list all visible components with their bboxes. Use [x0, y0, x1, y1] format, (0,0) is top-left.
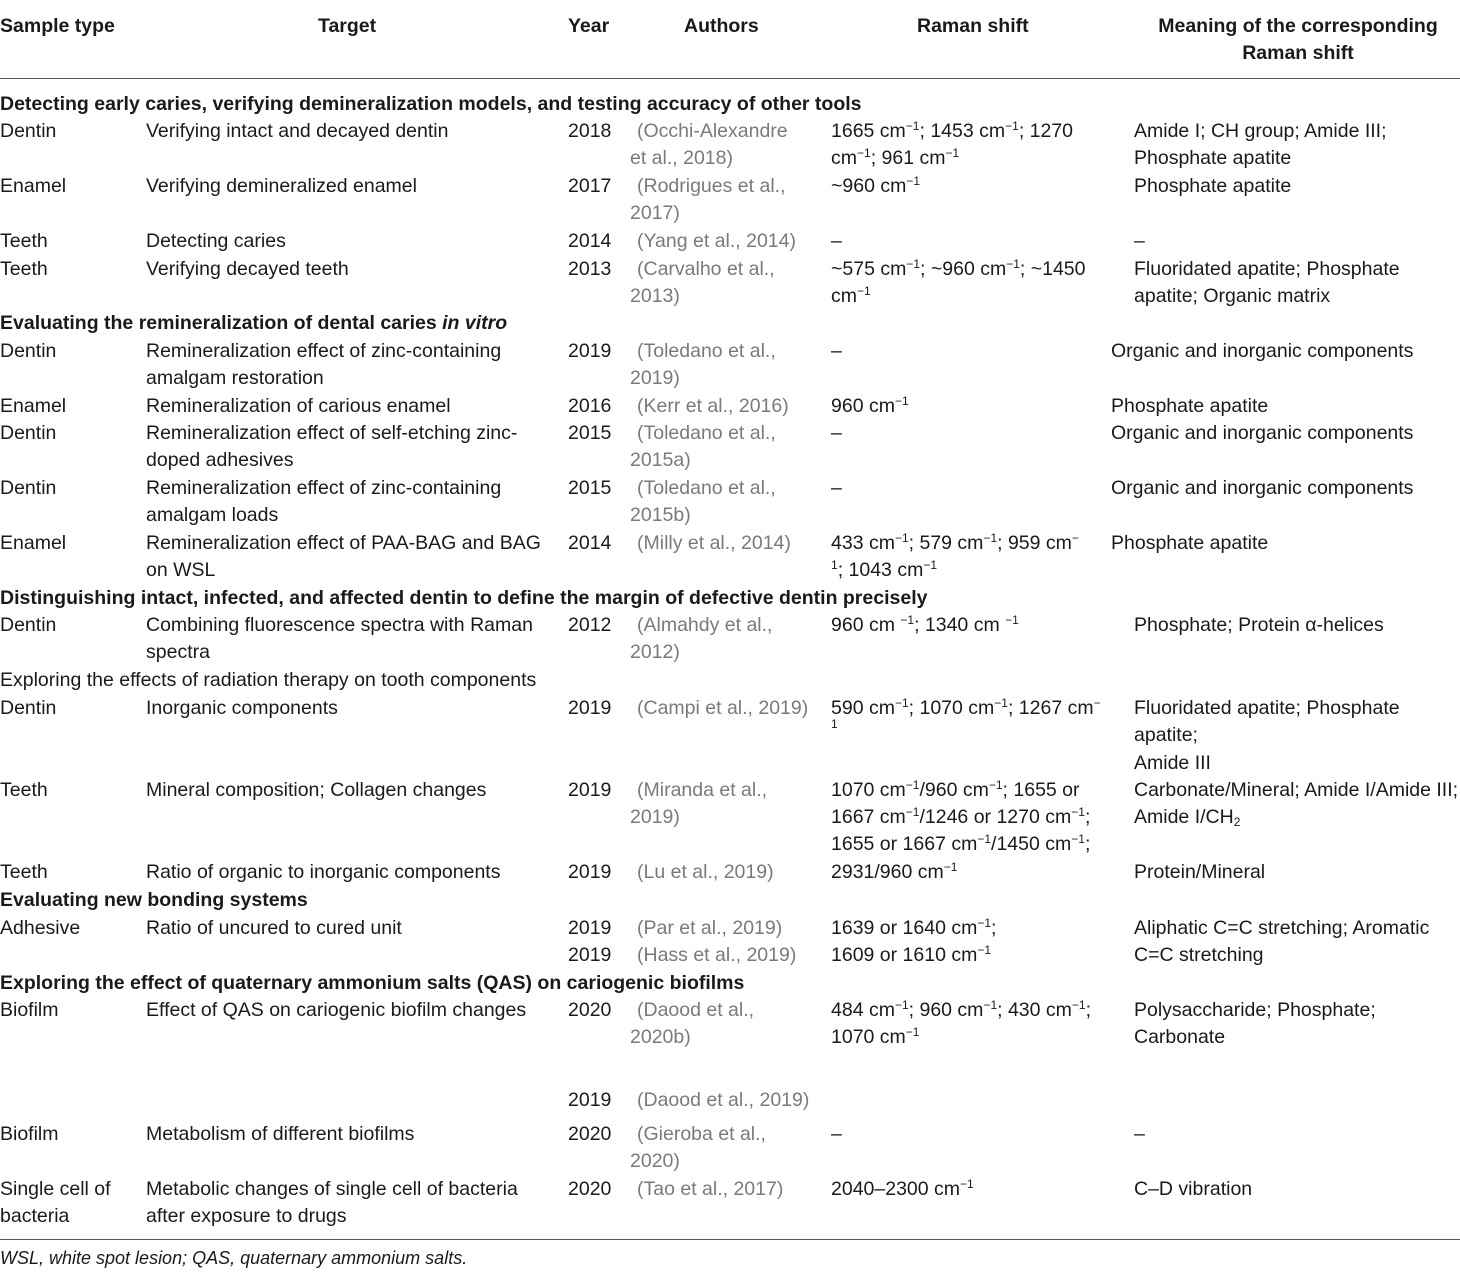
cell-raman: 1655 or 1667 $cm^{-1}/1450$ $cm^{-1}$;: [831, 832, 1091, 855]
cell-year: 2020: [568, 999, 612, 1021]
cell-year: 2014: [568, 230, 612, 252]
section-title: Evaluating new bonding systems: [0, 889, 308, 911]
cell-raman: –: [831, 477, 842, 499]
cell-sample: bacteria: [0, 1205, 70, 1227]
cell-author-link[interactable]: (Toledano et al.,: [637, 422, 776, 444]
cell-year: 2013: [568, 258, 612, 280]
cell-author-link[interactable]: (Occhi-Alexandre: [637, 120, 788, 142]
cell-meaning: Protein/Mineral: [1134, 861, 1266, 883]
cell-author-link[interactable]: 2013): [630, 285, 680, 307]
cell-raman: –: [831, 1123, 842, 1145]
header-authors: Authors: [684, 15, 759, 37]
cell-meaning: –: [1134, 230, 1145, 252]
cell-sample: Dentin: [0, 340, 57, 362]
cell-year: 2018: [568, 120, 612, 142]
cell-author-link[interactable]: 2015b): [630, 504, 691, 526]
cell-target: Combining fluorescence spectra with Raman: [146, 614, 533, 636]
cell-meaning: Carbonate: [1134, 1026, 1226, 1048]
cell-meaning: Aliphatic C=C stretching; Aromatic: [1134, 917, 1430, 939]
header-meaning-line1: Meaning of the corresponding: [1158, 15, 1438, 37]
cell-target: Inorganic components: [146, 697, 338, 719]
cell-author-link[interactable]: 2015a): [630, 449, 691, 471]
cell-raman: 1639 or 1640 $cm^{-1}$;: [831, 916, 997, 939]
cell-meaning: Polysaccharide; Phosphate;: [1134, 999, 1376, 1021]
cell-target: Remineralization of carious enamel: [146, 395, 451, 417]
cell-author-link[interactable]: (Lu et al., 2019): [637, 861, 774, 883]
cell-raman: 2931/960 $cm^{-1}$: [831, 860, 958, 883]
cell-raman: 590 $cm^{-1}$; 1070 $cm^{-1}$; 1267 cm−: [831, 696, 1101, 719]
cell-year: 2019: [568, 944, 612, 966]
cell-author-link[interactable]: (Carvalho et al.,: [637, 258, 775, 280]
cell-meaning: Amide I; CH group; Amide III;: [1134, 120, 1387, 142]
header-rule: [0, 78, 1460, 79]
cell-author-link[interactable]: (Par et al., 2019): [637, 917, 783, 939]
cell-raman: –: [831, 340, 842, 362]
cell-target: Effect of QAS on cariogenic biofilm changes: [146, 999, 527, 1021]
cell-author-link[interactable]: (Daood et al., 2019): [637, 1089, 810, 1111]
cell-target: Verifying intact and decayed dentin: [146, 120, 449, 142]
cell-raman: 484 $cm^{-1}$; 960 $cm^{-1}$; 430 $cm^{-1}$;: [831, 998, 1092, 1021]
cell-meaning: –: [1134, 1123, 1145, 1145]
cell-meaning: Phosphate apatite: [1134, 175, 1292, 197]
cell-author-link[interactable]: (Daood et al.,: [637, 999, 755, 1021]
cell-meaning: apatite;: [1134, 724, 1198, 746]
cell-target: after exposure to drugs: [146, 1205, 347, 1227]
cell-year: 2019: [568, 340, 612, 362]
section-title: Exploring the effects of radiation therapy on tooth components: [0, 669, 537, 691]
cell-sample: Teeth: [0, 861, 48, 883]
cell-author-link[interactable]: (Miranda et al.,: [637, 779, 768, 801]
cell-meaning: Amide $I/CH_2$: [1134, 806, 1241, 829]
cell-meaning: Organic and inorganic components: [1111, 422, 1414, 444]
cell-sample: Teeth: [0, 230, 48, 252]
cell-target: Verifying decayed teeth: [146, 258, 349, 280]
cell-author-link[interactable]: (Rodrigues et al.,: [637, 175, 786, 197]
cell-year: 2020: [568, 1123, 612, 1145]
cell-raman: –: [831, 230, 842, 252]
cell-sample: Dentin: [0, 614, 57, 636]
cell-meaning: Fluoridated apatite; Phosphate: [1134, 258, 1400, 280]
cell-target: amalgam restoration: [146, 367, 324, 389]
cell-target: Ratio of uncured to cured unit: [146, 917, 402, 939]
cell-author-link[interactable]: (Toledano et al.,: [637, 340, 776, 362]
cell-year: 2015: [568, 422, 612, 444]
header-raman-shift: Raman shift: [917, 15, 1029, 37]
cell-target: Metabolic changes of single cell of bacteria: [146, 1178, 518, 1200]
section-title: Detecting early caries, verifying demineralization models, and testing accuracy of other tools: [0, 93, 862, 115]
cell-target: Remineralization effect of PAA-BAG and BAG: [146, 532, 541, 554]
cell-author-link[interactable]: (Kerr et al., 2016): [637, 395, 789, 417]
cell-target: Ratio of organic to inorganic components: [146, 861, 501, 883]
cell-year: 2019: [568, 697, 612, 719]
cell-meaning: Phosphate; Protein α-helices: [1134, 614, 1384, 636]
cell-raman: 2040–2300 $cm^{-1}$: [831, 1177, 974, 1200]
cell-target: Remineralization effect of self-etching zinc-: [146, 422, 518, 444]
cell-meaning: Fluoridated apatite; Phosphate: [1134, 697, 1400, 719]
cell-meaning: C–D vibration: [1134, 1178, 1253, 1200]
cell-sample: Dentin: [0, 120, 57, 142]
cell-target: Remineralization effect of zinc-containing: [146, 477, 502, 499]
cell-raman: ~960 $cm^{-1}$: [831, 174, 921, 197]
cell-raman: $^1$; 1043 $cm^{-1}$: [831, 558, 938, 581]
cell-raman: 1070 $cm^{-1}/960$ $cm^{-1}$; 1655 or: [831, 778, 1080, 801]
cell-sample: Teeth: [0, 779, 48, 801]
cell-target: Mineral composition; Collagen changes: [146, 779, 487, 801]
cell-author-link[interactable]: (Gieroba et al.,: [637, 1123, 766, 1145]
cell-sample: Enamel: [0, 395, 67, 417]
cell-year: 2015: [568, 477, 612, 499]
cell-raman: 1665 $cm^{-1}$; 1453 $cm^{-1}$; 1270: [831, 119, 1074, 142]
section-title: Exploring the effect of quaternary ammonium salts (QAS) on cariogenic biofilms: [0, 972, 745, 994]
cell-sample: Dentin: [0, 422, 57, 444]
cell-year: 2020: [568, 1178, 612, 1200]
cell-author-link[interactable]: (Toledano et al.,: [637, 477, 776, 499]
cell-year: 2016: [568, 395, 612, 417]
cell-meaning: Organic and inorganic components: [1111, 477, 1414, 499]
cell-author-link[interactable]: 2019): [630, 367, 680, 389]
cell-raman: 433 $cm^{-1}$; 579 $cm^{-1}$; 959 cm−: [831, 531, 1079, 554]
cell-sample: Biofilm: [0, 999, 59, 1021]
cell-year: 2012: [568, 614, 612, 636]
cell-raman: 1609 or 1610 $cm^{-1}$: [831, 943, 992, 966]
cell-raman: 960 $cm^{-1}$: [831, 394, 909, 417]
cell-author-link[interactable]: et al., 2018): [630, 147, 733, 169]
cell-target: Verifying demineralized enamel: [146, 175, 417, 197]
cell-author-link[interactable]: (Campi et al., 2019): [637, 697, 809, 719]
cell-meaning: Organic and inorganic components: [1111, 340, 1414, 362]
cell-year: 2019: [568, 1089, 612, 1111]
cell-meaning: Phosphate apatite: [1111, 532, 1269, 554]
cell-author-link[interactable]: (Almahdy et al.,: [637, 614, 773, 636]
cell-raman: $cm^{-1}$: [831, 284, 871, 307]
cell-year: 2019: [568, 779, 612, 801]
cell-raman: ~575 $cm^{-1}$; ~960 $cm^{-1}$; ~1450: [831, 257, 1086, 280]
header-target: Target: [318, 15, 377, 37]
cell-meaning: Carbonate/Mineral; Amide I/Amide III;: [1134, 779, 1459, 801]
cell-target: on WSL: [146, 559, 216, 581]
cell-target: doped adhesives: [146, 449, 294, 471]
header-year: Year: [568, 15, 610, 37]
cell-author-link[interactable]: 2019): [630, 806, 680, 828]
cell-meaning: apatite; Organic matrix: [1134, 285, 1331, 307]
cell-year: 2017: [568, 175, 612, 197]
cell-author-link[interactable]: 2017): [630, 202, 680, 224]
cell-target: spectra: [146, 641, 210, 663]
cell-raman: 1: [831, 717, 838, 731]
cell-sample: Dentin: [0, 697, 57, 719]
cell-year: 2019: [568, 917, 612, 939]
cell-raman: 960 cm $^{-1}$; 1340 cm $^{-1}$: [831, 613, 1019, 636]
cell-author-link[interactable]: (Tao et al., 2017): [637, 1178, 784, 1200]
cell-sample: Adhesive: [0, 917, 81, 939]
cell-raman: 1667 $cm^{-1}/1246$ or 1270 $cm^{-1}$;: [831, 805, 1091, 828]
cell-meaning: Phosphate apatite: [1134, 147, 1292, 169]
header-meaning-line2: Raman shift: [1242, 42, 1354, 64]
cell-sample: Dentin: [0, 477, 57, 499]
cell-author-link[interactable]: (Hass et al., 2019): [637, 944, 797, 966]
header-sample-type: Sample type: [0, 15, 115, 37]
cell-author-link[interactable]: (Milly et al., 2014): [637, 532, 791, 554]
cell-meaning: Phosphate apatite: [1111, 395, 1269, 417]
cell-sample: Biofilm: [0, 1123, 59, 1145]
cell-meaning: C=C stretching: [1134, 944, 1264, 966]
cell-author-link[interactable]: 2020): [630, 1150, 680, 1172]
cell-sample: Enamel: [0, 532, 67, 554]
cell-raman: $cm^{-1}$; 961 $cm^{-1}$: [831, 146, 960, 169]
section-title: Evaluating the remineralization of dental caries in vitro: [0, 312, 508, 334]
section-title: Distinguishing intact, infected, and affected dentin to define the margin of defective dentin precisely: [0, 587, 928, 609]
cell-target: Detecting caries: [146, 230, 286, 252]
cell-sample: Teeth: [0, 258, 48, 280]
cell-author-link[interactable]: (Yang et al., 2014): [637, 230, 796, 252]
cell-raman: 1070 $cm^{-1}$: [831, 1025, 920, 1048]
cell-raman: –: [831, 422, 842, 444]
cell-target: Metabolism of different biofilms: [146, 1123, 415, 1145]
cell-sample: Single cell of: [0, 1178, 111, 1200]
cell-author-link[interactable]: 2020b): [630, 1026, 691, 1048]
cell-year: 2019: [568, 861, 612, 883]
table-footnote: WSL, white spot lesion; QAS, quaternary ammonium salts.: [0, 1248, 468, 1268]
cell-meaning: Amide III: [1134, 752, 1211, 774]
cell-target: amalgam loads: [146, 504, 279, 526]
cell-sample: Enamel: [0, 175, 67, 197]
cell-year: 2014: [568, 532, 612, 554]
cell-target: Remineralization effect of zinc-containing: [146, 340, 502, 362]
cell-author-link[interactable]: 2012): [630, 641, 680, 663]
footer-rule: [0, 1239, 1460, 1240]
